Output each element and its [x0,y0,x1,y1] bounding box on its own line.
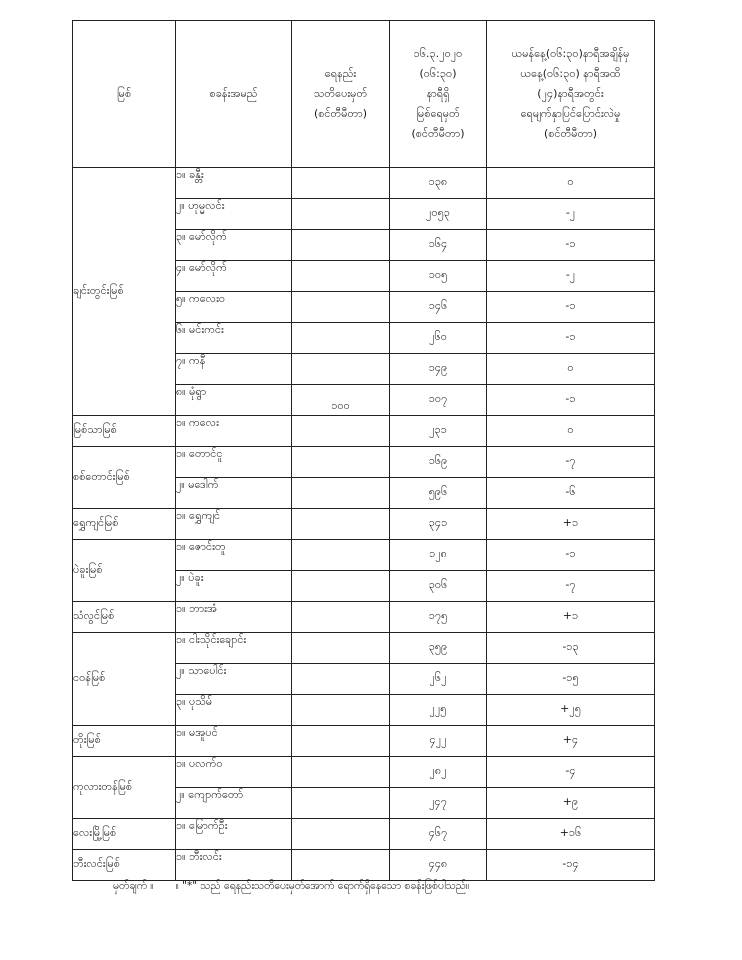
water-level-cell: ၁၂၈ [390,540,487,571]
danger-level-cell [292,261,390,292]
station-name-cell: ၁။ ခန္တီး [176,168,292,199]
water-level-cell: ၁၀၅ [390,261,487,292]
table-row [73,726,655,757]
water-level-cell: ၁၆၄ [390,230,487,261]
danger-level-cell [292,540,390,571]
danger-level-cell [292,664,390,695]
table-body [73,168,655,881]
table-row [73,602,655,633]
footnote-label: မှတ်ချက် ။ [113,880,154,892]
level-change-cell: -၂ [487,199,655,230]
level-change-cell: ၀ [487,416,655,447]
station-name-cell: ၁။ ပလက်ဝ [176,757,292,788]
level-change-cell: +၁ [487,509,655,540]
station-name-cell: ၁။ ဘီးလင်း [176,850,292,881]
station-name-cell: ၁။ ဇောင်းတူ [176,540,292,571]
level-change-cell: -၄ [487,757,655,788]
water-level-cell: ၂၀၅၃ [390,199,487,230]
level-change-cell: +၄ [487,726,655,757]
danger-level-cell [292,199,390,230]
station-name-cell: ၂။ ကျောက်တော် [176,788,292,819]
table-row [73,850,655,881]
river-name-cell: တိုးမြစ် [73,726,176,757]
river-name-cell: ငဝန်မြစ် [73,633,176,726]
level-change-cell: -၁ [487,292,655,323]
station-name-cell: ၁။ ကလေး [176,416,292,447]
header-level-change: ယမန်နေ့(၀၆:၃၀)နာရီအချိန်မှ ယနေ့(၀၆:၃၀) နာရီအထိ (၂၄)နာရီအတွင်း ရေမျက်နှာပြင်ပြောင်းလဲမှု (စင်တီမီတာ) [487,21,655,168]
station-name-cell: ၁။ ရွှေကျင် [176,509,292,540]
water-level-cell: ၂၆၂ [390,664,487,695]
table-row [73,540,655,571]
header-row [73,21,655,168]
danger-level-cell [292,633,390,664]
river-name-cell: ချင်းတွင်းမြစ် [73,168,176,416]
river-level-report [72,20,654,881]
river-name-cell: ကုလားတန်မြစ် [73,757,176,819]
danger-level-cell [292,292,390,323]
danger-level-cell [292,757,390,788]
table-row [73,509,655,540]
level-change-cell: -၁ [487,230,655,261]
level-change-cell: +၉ [487,788,655,819]
danger-level-cell [292,416,390,447]
footnote-text: ။ "*" သည် ရေနည်းသတိပေးမှတ်အောက် ရောက်ရှိနေသော စခန်းဖြစ်ပါသည်။ [175,880,470,892]
danger-level-cell [292,726,390,757]
station-name-cell: ၁။ မြောက်ဦး [176,819,292,850]
river-name-cell: လေးမြို့မြစ် [73,819,176,850]
danger-level-cell [292,478,390,509]
water-level-cell: ၁၇၅ [390,602,487,633]
level-change-cell: +၂၅ [487,695,655,726]
danger-level-cell [292,354,390,385]
danger-level-cell [292,447,390,478]
station-name-cell: ၃။ မော်လိုက် [176,230,292,261]
station-name-cell: ၈။ မုံရွာ [176,385,292,416]
station-name-cell: ၁။ မအူပင် [176,726,292,757]
station-name-cell: ၁။ ဘားအံ [176,602,292,633]
water-level-cell: ၄၄၈ [390,850,487,881]
level-change-cell: +၁၆ [487,819,655,850]
station-name-cell: ၇။ ကနီ [176,354,292,385]
station-name-cell: ၁။ တောင်ငူ [176,447,292,478]
water-level-cell: ၃၀၆ [390,571,487,602]
danger-level-cell [292,695,390,726]
river-name-cell: ဘီးလင်းမြစ် [73,850,176,881]
river-name-cell: ပဲခူးမြစ် [73,540,176,602]
table-row [73,633,655,664]
danger-level-cell [292,602,390,633]
station-name-cell: ၆။ မင်းကင်း [176,323,292,354]
water-level-cell: ၁၄၆ [390,292,487,323]
level-change-cell: -၆ [487,478,655,509]
level-change-cell: -၁၃ [487,633,655,664]
danger-level-cell [292,323,390,354]
level-change-cell: -၁၄ [487,850,655,881]
river-name-cell: သံလွင်မြစ် [73,602,176,633]
danger-level-cell [292,230,390,261]
header-danger-level: ရေနည်း သတိပေးမှတ် (စင်တီမီတာ) [292,21,390,168]
station-name-cell: ၂။ ပဲခူး [176,571,292,602]
water-level-cell: ၁၄၉ [390,354,487,385]
table-row [73,447,655,478]
river-name-cell: မြစ်သာမြစ် [73,416,176,447]
station-name-cell: ၃။ ပုသိမ် [176,695,292,726]
header-river: မြစ် [73,21,176,168]
danger-level-cell [292,819,390,850]
water-level-cell: ၂၄၇ [390,788,487,819]
level-change-cell: -၇ [487,571,655,602]
water-level-cell: ၃၄၁ [390,509,487,540]
table-row [73,819,655,850]
level-change-cell: -၁ [487,540,655,571]
station-name-cell: ၂။ ဟုမ္မလင်း [176,199,292,230]
danger-level-cell [292,850,390,881]
station-name-cell: ၂။ သာပေါင်း [176,664,292,695]
header-station: စခန်းအမည် [176,21,292,168]
level-change-cell: ၀ [487,354,655,385]
table-row [73,168,655,199]
station-name-cell: ၂။ မဒေါက် [176,478,292,509]
header-current-level: ၁၆.၃.၂၀၂၀ (၀၆:၃၀) နာရီရှိ မြစ်ရေမှတ် (စင်တီမီတာ) [390,21,487,168]
station-name-cell: ၁။ ငါးသိုင်းချောင်း [176,633,292,664]
water-level-cell: ၂၃၁ [390,416,487,447]
level-change-cell: -၁ [487,385,655,416]
water-level-cell: ၂၂၅ [390,695,487,726]
table-row [73,757,655,788]
danger-level-cell [292,788,390,819]
water-level-cell: ၂၈၂ [390,757,487,788]
level-change-cell: +၁ [487,602,655,633]
footnote [113,880,469,895]
level-change-cell: ၀ [487,168,655,199]
level-change-cell: -၇ [487,447,655,478]
water-level-cell: ၅၉၆ [390,478,487,509]
danger-level-cell [292,571,390,602]
water-level-cell: ၄၆၇ [390,819,487,850]
station-name-cell: ၅။ ကလေးဝ [176,292,292,323]
river-name-cell: စစ်တောင်းမြစ် [73,447,176,509]
water-level-cell: ၂၆၀ [390,323,487,354]
water-level-cell: ၁၃၈ [390,168,487,199]
water-level-cell: ၁၀၇ [390,385,487,416]
danger-level-cell: ၁၀၀ [292,385,390,416]
river-name-cell: ရွှေကျင်မြစ် [73,509,176,540]
danger-level-cell [292,168,390,199]
table-row [73,416,655,447]
level-change-cell: -၁ [487,323,655,354]
level-change-cell: -၂ [487,261,655,292]
water-level-cell: ၁၆၉ [390,447,487,478]
water-level-cell: ၃၅၉ [390,633,487,664]
station-name-cell: ၄။ မော်လိုက် [176,261,292,292]
water-level-cell: ၄၂၂ [390,726,487,757]
danger-level-cell [292,509,390,540]
water-level-table [72,20,655,881]
level-change-cell: -၁၅ [487,664,655,695]
